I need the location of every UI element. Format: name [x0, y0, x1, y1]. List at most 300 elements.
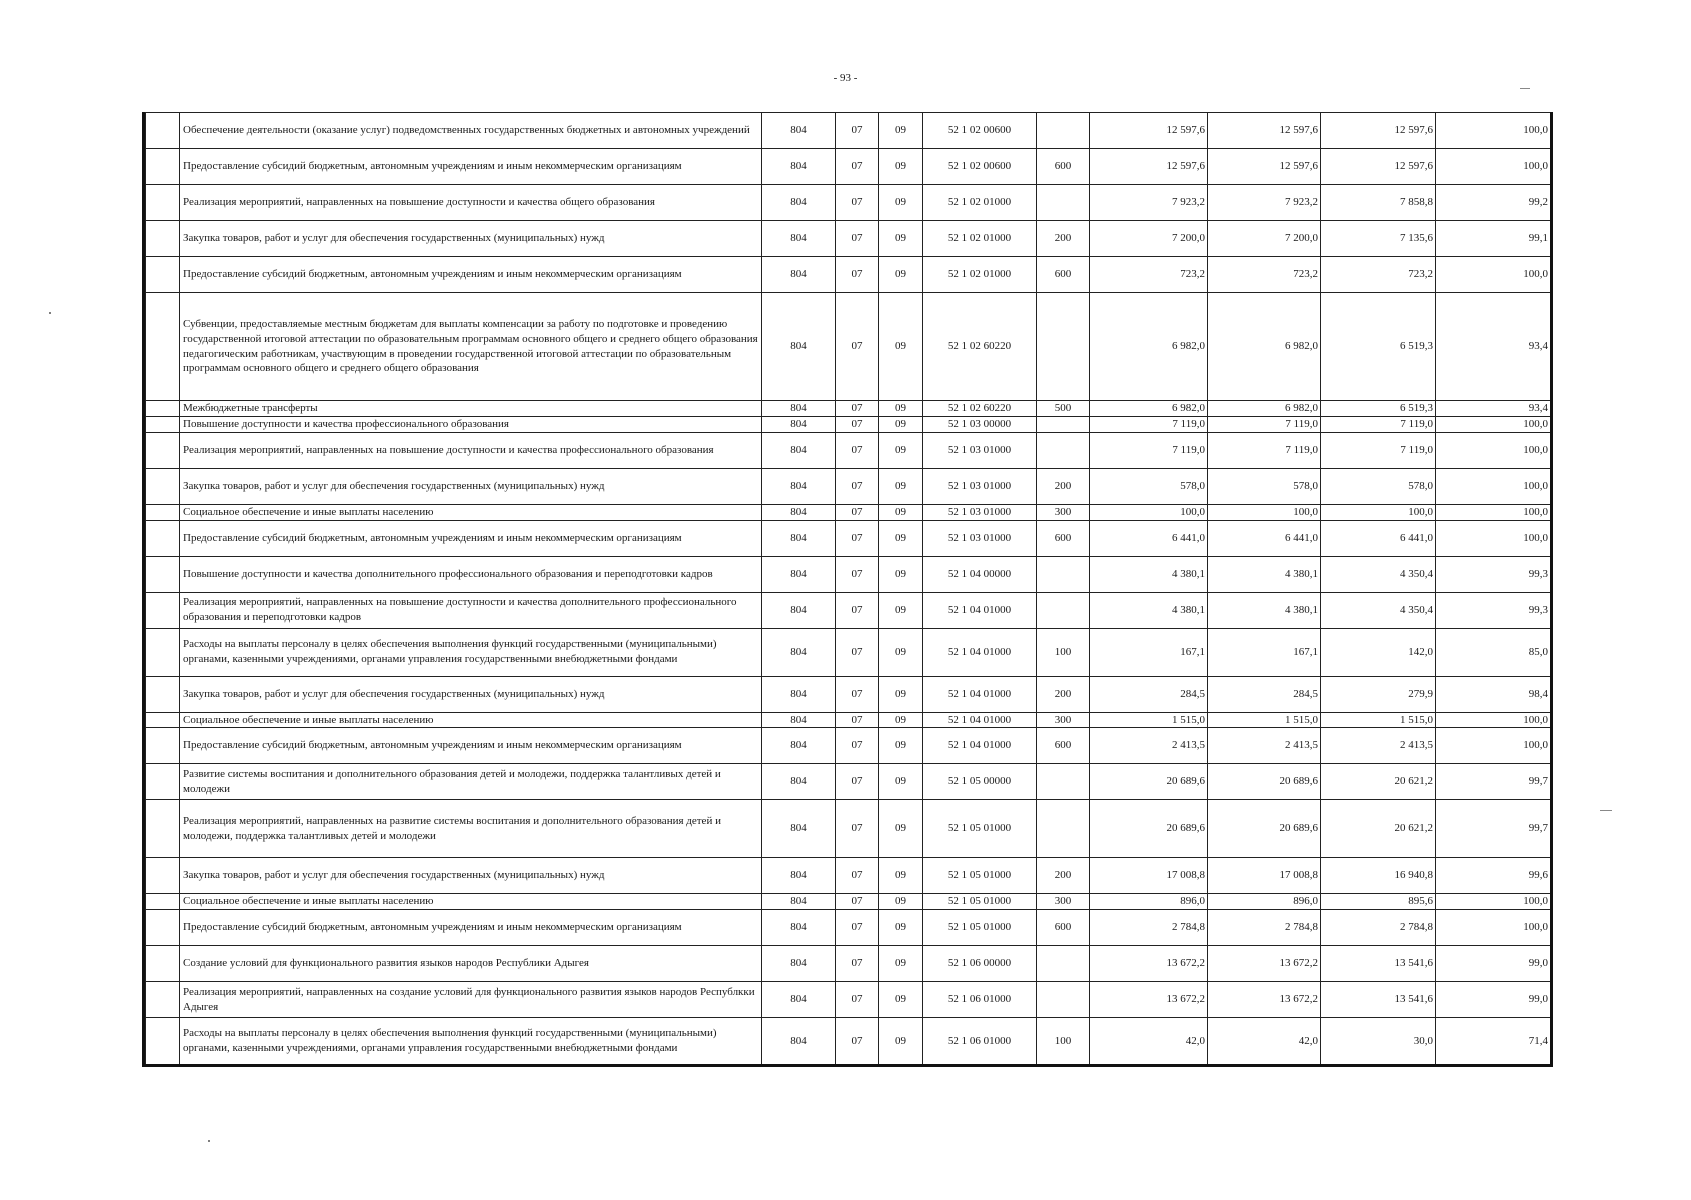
execution-percent-cell: 99,7: [1436, 764, 1552, 800]
subsection-code-cell: 09: [879, 113, 923, 149]
ministry-code-cell: 804: [762, 910, 836, 946]
plan-amount-cell: 2 413,5: [1090, 728, 1208, 764]
ministry-code-cell: 804: [762, 468, 836, 504]
refined-amount-cell: 100,0: [1208, 504, 1321, 520]
table-row: [146, 800, 1552, 858]
item-name-cell: Закупка товаров, работ и услуг для обеспечения государственных (муниципальных) нужд: [180, 676, 762, 712]
ministry-code-cell: 804: [762, 149, 836, 185]
executed-amount-cell: 6 519,3: [1321, 293, 1436, 401]
ministry-code-cell: 804: [762, 185, 836, 221]
expense-type-cell: 100: [1037, 628, 1090, 676]
section-code-cell: 07: [836, 520, 879, 556]
plan-amount-cell: 896,0: [1090, 894, 1208, 910]
executed-amount-cell: 578,0: [1321, 468, 1436, 504]
ministry-code-cell: 804: [762, 894, 836, 910]
target-article-cell: 52 1 04 01000: [923, 712, 1037, 728]
execution-percent-cell: 99,1: [1436, 221, 1552, 257]
expense-type-cell: [1037, 416, 1090, 432]
target-article-cell: 52 1 02 00600: [923, 113, 1037, 149]
subsection-code-cell: 09: [879, 728, 923, 764]
execution-percent-cell: 100,0: [1436, 504, 1552, 520]
subsection-code-cell: 09: [879, 416, 923, 432]
section-code-cell: 07: [836, 858, 879, 894]
refined-amount-cell: 284,5: [1208, 676, 1321, 712]
row-marker-cell: [146, 982, 180, 1018]
subsection-code-cell: 09: [879, 712, 923, 728]
target-article-cell: 52 1 04 01000: [923, 728, 1037, 764]
plan-amount-cell: 42,0: [1090, 1018, 1208, 1066]
table-row: [146, 432, 1552, 468]
subsection-code-cell: 09: [879, 556, 923, 592]
item-name-cell: Предоставление субсидий бюджетным, автономным учреждениям и иным некоммерческим организациям: [180, 728, 762, 764]
ministry-code-cell: 804: [762, 982, 836, 1018]
target-article-cell: 52 1 05 00000: [923, 764, 1037, 800]
refined-amount-cell: 13 672,2: [1208, 982, 1321, 1018]
execution-percent-cell: 71,4: [1436, 1018, 1552, 1066]
execution-percent-cell: 99,3: [1436, 556, 1552, 592]
execution-percent-cell: 99,6: [1436, 858, 1552, 894]
ministry-code-cell: 804: [762, 628, 836, 676]
execution-percent-cell: 99,3: [1436, 592, 1552, 628]
table-row: [146, 1018, 1552, 1066]
target-article-cell: 52 1 05 01000: [923, 910, 1037, 946]
expense-type-cell: 300: [1037, 894, 1090, 910]
executed-amount-cell: 2 413,5: [1321, 728, 1436, 764]
refined-amount-cell: 4 380,1: [1208, 556, 1321, 592]
row-marker-cell: [146, 728, 180, 764]
subsection-code-cell: 09: [879, 910, 923, 946]
target-article-cell: 52 1 05 01000: [923, 894, 1037, 910]
executed-amount-cell: 279,9: [1321, 676, 1436, 712]
subsection-code-cell: 09: [879, 800, 923, 858]
expense-type-cell: 200: [1037, 468, 1090, 504]
refined-amount-cell: 17 008,8: [1208, 858, 1321, 894]
ministry-code-cell: 804: [762, 556, 836, 592]
table-row: [146, 556, 1552, 592]
ministry-code-cell: 804: [762, 221, 836, 257]
ministry-code-cell: 804: [762, 592, 836, 628]
subsection-code-cell: 09: [879, 401, 923, 417]
plan-amount-cell: 7 119,0: [1090, 432, 1208, 468]
table-row: [146, 764, 1552, 800]
table-row: [146, 592, 1552, 628]
subsection-code-cell: 09: [879, 432, 923, 468]
table-row: [146, 293, 1552, 401]
ministry-code-cell: 804: [762, 520, 836, 556]
executed-amount-cell: 2 784,8: [1321, 910, 1436, 946]
section-code-cell: 07: [836, 293, 879, 401]
expense-type-cell: 200: [1037, 676, 1090, 712]
ministry-code-cell: 804: [762, 764, 836, 800]
expense-type-cell: 600: [1037, 728, 1090, 764]
item-name-cell: Субвенции, предоставляемые местным бюджетам для выплаты компенсации за работу по подготовке и проведению государственной итоговой аттестации по образовательным программам основного общего и среднего общего образования педагогическим работникам, участвующим в проведении государственной итоговой аттестации по образовательным программам основного общего и среднего общего образования: [180, 293, 762, 401]
table-row: [146, 504, 1552, 520]
ministry-code-cell: 804: [762, 728, 836, 764]
subsection-code-cell: 09: [879, 221, 923, 257]
expense-type-cell: [1037, 946, 1090, 982]
execution-percent-cell: 99,0: [1436, 982, 1552, 1018]
target-article-cell: 52 1 06 01000: [923, 1018, 1037, 1066]
refined-amount-cell: 42,0: [1208, 1018, 1321, 1066]
row-marker-cell: [146, 712, 180, 728]
budget-table: [145, 112, 1553, 1067]
refined-amount-cell: 20 689,6: [1208, 800, 1321, 858]
subsection-code-cell: 09: [879, 257, 923, 293]
target-article-cell: 52 1 03 01000: [923, 520, 1037, 556]
item-name-cell: Реализация мероприятий, направленных на повышение доступности и качества дополнительного профессионального образования и переподготовки кадров: [180, 592, 762, 628]
plan-amount-cell: 20 689,6: [1090, 800, 1208, 858]
expense-type-cell: 500: [1037, 401, 1090, 417]
refined-amount-cell: 1 515,0: [1208, 712, 1321, 728]
execution-percent-cell: 99,0: [1436, 946, 1552, 982]
execution-percent-cell: 100,0: [1436, 416, 1552, 432]
plan-amount-cell: 7 200,0: [1090, 221, 1208, 257]
ministry-code-cell: 804: [762, 257, 836, 293]
row-marker-cell: [146, 894, 180, 910]
row-marker-cell: [146, 858, 180, 894]
refined-amount-cell: 7 119,0: [1208, 416, 1321, 432]
scan-speck: [208, 1140, 210, 1142]
subsection-code-cell: 09: [879, 628, 923, 676]
executed-amount-cell: 100,0: [1321, 504, 1436, 520]
table-row: [146, 982, 1552, 1018]
plan-amount-cell: 12 597,6: [1090, 113, 1208, 149]
plan-amount-cell: 7 923,2: [1090, 185, 1208, 221]
item-name-cell: Социальное обеспечение и иные выплаты населению: [180, 894, 762, 910]
section-code-cell: 07: [836, 712, 879, 728]
refined-amount-cell: 723,2: [1208, 257, 1321, 293]
target-article-cell: 52 1 04 01000: [923, 676, 1037, 712]
row-marker-cell: [146, 676, 180, 712]
row-marker-cell: [146, 416, 180, 432]
executed-amount-cell: 7 858,8: [1321, 185, 1436, 221]
target-article-cell: 52 1 06 00000: [923, 946, 1037, 982]
table-row: [146, 910, 1552, 946]
plan-amount-cell: 6 982,0: [1090, 401, 1208, 417]
refined-amount-cell: 6 982,0: [1208, 401, 1321, 417]
table-row: [146, 257, 1552, 293]
plan-amount-cell: 723,2: [1090, 257, 1208, 293]
execution-percent-cell: 100,0: [1436, 894, 1552, 910]
expense-type-cell: 200: [1037, 221, 1090, 257]
table-row: [146, 401, 1552, 417]
section-code-cell: 07: [836, 894, 879, 910]
executed-amount-cell: 12 597,6: [1321, 149, 1436, 185]
table-row: [146, 676, 1552, 712]
section-code-cell: 07: [836, 468, 879, 504]
execution-percent-cell: 85,0: [1436, 628, 1552, 676]
execution-percent-cell: 100,0: [1436, 257, 1552, 293]
ministry-code-cell: 804: [762, 113, 836, 149]
refined-amount-cell: 7 200,0: [1208, 221, 1321, 257]
subsection-code-cell: 09: [879, 504, 923, 520]
expense-type-cell: [1037, 800, 1090, 858]
refined-amount-cell: 12 597,6: [1208, 149, 1321, 185]
table-row: [146, 712, 1552, 728]
ministry-code-cell: 804: [762, 432, 836, 468]
row-marker-cell: [146, 1018, 180, 1066]
refined-amount-cell: 6 441,0: [1208, 520, 1321, 556]
section-code-cell: 07: [836, 221, 879, 257]
plan-amount-cell: 6 982,0: [1090, 293, 1208, 401]
subsection-code-cell: 09: [879, 520, 923, 556]
expense-type-cell: [1037, 556, 1090, 592]
plan-amount-cell: 100,0: [1090, 504, 1208, 520]
executed-amount-cell: 7 119,0: [1321, 416, 1436, 432]
subsection-code-cell: 09: [879, 149, 923, 185]
plan-amount-cell: 2 784,8: [1090, 910, 1208, 946]
executed-amount-cell: 6 519,3: [1321, 401, 1436, 417]
refined-amount-cell: 20 689,6: [1208, 764, 1321, 800]
target-article-cell: 52 1 06 01000: [923, 982, 1037, 1018]
plan-amount-cell: 12 597,6: [1090, 149, 1208, 185]
ministry-code-cell: 804: [762, 946, 836, 982]
subsection-code-cell: 09: [879, 293, 923, 401]
ministry-code-cell: 804: [762, 504, 836, 520]
expense-type-cell: 600: [1037, 910, 1090, 946]
subsection-code-cell: 09: [879, 764, 923, 800]
section-code-cell: 07: [836, 728, 879, 764]
row-marker-cell: [146, 628, 180, 676]
section-code-cell: 07: [836, 432, 879, 468]
expense-type-cell: 300: [1037, 504, 1090, 520]
plan-amount-cell: 1 515,0: [1090, 712, 1208, 728]
item-name-cell: Расходы на выплаты персоналу в целях обеспечения выполнения функций государственными (муниципальными) органами, казенными учреждениями, органами управления государственными внебюджетными фондами: [180, 628, 762, 676]
refined-amount-cell: 4 380,1: [1208, 592, 1321, 628]
section-code-cell: 07: [836, 416, 879, 432]
target-article-cell: 52 1 05 01000: [923, 858, 1037, 894]
executed-amount-cell: 1 515,0: [1321, 712, 1436, 728]
expense-type-cell: [1037, 185, 1090, 221]
row-marker-cell: [146, 185, 180, 221]
expense-type-cell: 200: [1037, 858, 1090, 894]
item-name-cell: Реализация мероприятий, направленных на развитие системы воспитания и дополнительного образования детей и молодежи, поддержка талантливых детей и молодежи: [180, 800, 762, 858]
execution-percent-cell: 100,0: [1436, 149, 1552, 185]
target-article-cell: 52 1 04 01000: [923, 592, 1037, 628]
item-name-cell: Реализация мероприятий, направленных на повышение доступности и качества профессионального образования: [180, 432, 762, 468]
executed-amount-cell: 20 621,2: [1321, 764, 1436, 800]
target-article-cell: 52 1 04 01000: [923, 628, 1037, 676]
item-name-cell: Предоставление субсидий бюджетным, автономным учреждениям и иным некоммерческим организациям: [180, 149, 762, 185]
table-row: [146, 468, 1552, 504]
item-name-cell: Социальное обеспечение и иные выплаты населению: [180, 712, 762, 728]
refined-amount-cell: 896,0: [1208, 894, 1321, 910]
execution-percent-cell: 100,0: [1436, 432, 1552, 468]
section-code-cell: 07: [836, 982, 879, 1018]
section-code-cell: 07: [836, 946, 879, 982]
row-marker-cell: [146, 504, 180, 520]
subsection-code-cell: 09: [879, 592, 923, 628]
row-marker-cell: [146, 468, 180, 504]
executed-amount-cell: 723,2: [1321, 257, 1436, 293]
execution-percent-cell: 100,0: [1436, 910, 1552, 946]
execution-percent-cell: 93,4: [1436, 401, 1552, 417]
table-row: [146, 221, 1552, 257]
executed-amount-cell: 7 135,6: [1321, 221, 1436, 257]
section-code-cell: 07: [836, 149, 879, 185]
subsection-code-cell: 09: [879, 1018, 923, 1066]
table-row: [146, 628, 1552, 676]
table-row: [146, 113, 1552, 149]
section-code-cell: 07: [836, 556, 879, 592]
target-article-cell: 52 1 02 60220: [923, 293, 1037, 401]
executed-amount-cell: 30,0: [1321, 1018, 1436, 1066]
ministry-code-cell: 804: [762, 712, 836, 728]
target-article-cell: 52 1 03 01000: [923, 432, 1037, 468]
refined-amount-cell: 2 413,5: [1208, 728, 1321, 764]
refined-amount-cell: 7 119,0: [1208, 432, 1321, 468]
row-marker-cell: [146, 113, 180, 149]
expense-type-cell: [1037, 982, 1090, 1018]
executed-amount-cell: 142,0: [1321, 628, 1436, 676]
subsection-code-cell: 09: [879, 894, 923, 910]
item-name-cell: Предоставление субсидий бюджетным, автономным учреждениям и иным некоммерческим организациям: [180, 910, 762, 946]
item-name-cell: Создание условий для функционального развития языков народов Республики Адыгея: [180, 946, 762, 982]
execution-percent-cell: 100,0: [1436, 712, 1552, 728]
table-row: [146, 520, 1552, 556]
refined-amount-cell: 6 982,0: [1208, 293, 1321, 401]
item-name-cell: Повышение доступности и качества профессионального образования: [180, 416, 762, 432]
executed-amount-cell: 13 541,6: [1321, 946, 1436, 982]
expense-type-cell: [1037, 113, 1090, 149]
item-name-cell: Социальное обеспечение и иные выплаты населению: [180, 504, 762, 520]
plan-amount-cell: 13 672,2: [1090, 982, 1208, 1018]
row-marker-cell: [146, 401, 180, 417]
execution-percent-cell: 100,0: [1436, 468, 1552, 504]
table-body: [146, 113, 1552, 1066]
expense-type-cell: [1037, 293, 1090, 401]
refined-amount-cell: 167,1: [1208, 628, 1321, 676]
item-name-cell: Предоставление субсидий бюджетным, автономным учреждениям и иным некоммерческим организациям: [180, 257, 762, 293]
item-name-cell: Обеспечение деятельности (оказание услуг) подведомственных государственных бюджетных и автономных учреждений: [180, 113, 762, 149]
refined-amount-cell: 12 597,6: [1208, 113, 1321, 149]
target-article-cell: 52 1 03 00000: [923, 416, 1037, 432]
target-article-cell: 52 1 02 01000: [923, 185, 1037, 221]
expense-type-cell: [1037, 764, 1090, 800]
expense-type-cell: 600: [1037, 257, 1090, 293]
ministry-code-cell: 804: [762, 1018, 836, 1066]
ministry-code-cell: 804: [762, 676, 836, 712]
row-marker-cell: [146, 520, 180, 556]
row-marker-cell: [146, 221, 180, 257]
section-code-cell: 07: [836, 504, 879, 520]
execution-percent-cell: 100,0: [1436, 520, 1552, 556]
item-name-cell: Реализация мероприятий, направленных на создание условий для функционального развития языков народов Республкки Адыгея: [180, 982, 762, 1018]
plan-amount-cell: 167,1: [1090, 628, 1208, 676]
page-number: - 93 -: [833, 72, 858, 84]
target-article-cell: 52 1 03 01000: [923, 468, 1037, 504]
expense-type-cell: 600: [1037, 149, 1090, 185]
plan-amount-cell: 284,5: [1090, 676, 1208, 712]
executed-amount-cell: 895,6: [1321, 894, 1436, 910]
subsection-code-cell: 09: [879, 858, 923, 894]
refined-amount-cell: 2 784,8: [1208, 910, 1321, 946]
subsection-code-cell: 09: [879, 676, 923, 712]
ministry-code-cell: 804: [762, 800, 836, 858]
table-row: [146, 894, 1552, 910]
plan-amount-cell: 4 380,1: [1090, 592, 1208, 628]
item-name-cell: Расходы на выплаты персоналу в целях обеспечения выполнения функций государственными (муниципальными) органами, казенными учреждениями, органами управления государственными внебюджетными фондами: [180, 1018, 762, 1066]
item-name-cell: Повышение доступности и качества дополнительного профессионального образования и переподготовки кадров: [180, 556, 762, 592]
target-article-cell: 52 1 02 60220: [923, 401, 1037, 417]
scan-mark: [1520, 88, 1530, 89]
ministry-code-cell: 804: [762, 401, 836, 417]
item-name-cell: Предоставление субсидий бюджетным, автономным учреждениям и иным некоммерческим организациям: [180, 520, 762, 556]
ministry-code-cell: 804: [762, 416, 836, 432]
subsection-code-cell: 09: [879, 468, 923, 504]
row-marker-cell: [146, 432, 180, 468]
execution-percent-cell: 100,0: [1436, 728, 1552, 764]
section-code-cell: 07: [836, 676, 879, 712]
item-name-cell: Закупка товаров, работ и услуг для обеспечения государственных (муниципальных) нужд: [180, 468, 762, 504]
subsection-code-cell: 09: [879, 185, 923, 221]
target-article-cell: 52 1 03 01000: [923, 504, 1037, 520]
executed-amount-cell: 4 350,4: [1321, 592, 1436, 628]
section-code-cell: 07: [836, 592, 879, 628]
execution-percent-cell: 99,2: [1436, 185, 1552, 221]
plan-amount-cell: 20 689,6: [1090, 764, 1208, 800]
executed-amount-cell: 20 621,2: [1321, 800, 1436, 858]
section-code-cell: 07: [836, 764, 879, 800]
budget-table-container: [142, 112, 1553, 1067]
table-row: [146, 946, 1552, 982]
section-code-cell: 07: [836, 401, 879, 417]
subsection-code-cell: 09: [879, 982, 923, 1018]
plan-amount-cell: 7 119,0: [1090, 416, 1208, 432]
row-marker-cell: [146, 764, 180, 800]
row-marker-cell: [146, 556, 180, 592]
expense-type-cell: 600: [1037, 520, 1090, 556]
execution-percent-cell: 93,4: [1436, 293, 1552, 401]
execution-percent-cell: 99,7: [1436, 800, 1552, 858]
table-row: [146, 149, 1552, 185]
plan-amount-cell: 578,0: [1090, 468, 1208, 504]
plan-amount-cell: 6 441,0: [1090, 520, 1208, 556]
plan-amount-cell: 13 672,2: [1090, 946, 1208, 982]
execution-percent-cell: 100,0: [1436, 113, 1552, 149]
refined-amount-cell: 7 923,2: [1208, 185, 1321, 221]
section-code-cell: 07: [836, 628, 879, 676]
executed-amount-cell: 6 441,0: [1321, 520, 1436, 556]
expense-type-cell: 300: [1037, 712, 1090, 728]
item-name-cell: Межбюджетные трансферты: [180, 401, 762, 417]
executed-amount-cell: 7 119,0: [1321, 432, 1436, 468]
row-marker-cell: [146, 149, 180, 185]
section-code-cell: 07: [836, 185, 879, 221]
expense-type-cell: [1037, 432, 1090, 468]
target-article-cell: 52 1 02 00600: [923, 149, 1037, 185]
ministry-code-cell: 804: [762, 293, 836, 401]
item-name-cell: Развитие системы воспитания и дополнительного образования детей и молодежи, поддержка талантливых детей и молодежи: [180, 764, 762, 800]
section-code-cell: 07: [836, 113, 879, 149]
execution-percent-cell: 98,4: [1436, 676, 1552, 712]
plan-amount-cell: 17 008,8: [1090, 858, 1208, 894]
row-marker-cell: [146, 293, 180, 401]
executed-amount-cell: 16 940,8: [1321, 858, 1436, 894]
section-code-cell: 07: [836, 800, 879, 858]
plan-amount-cell: 4 380,1: [1090, 556, 1208, 592]
target-article-cell: 52 1 04 00000: [923, 556, 1037, 592]
row-marker-cell: [146, 910, 180, 946]
item-name-cell: Закупка товаров, работ и услуг для обеспечения государственных (муниципальных) нужд: [180, 858, 762, 894]
table-row: [146, 416, 1552, 432]
target-article-cell: 52 1 05 01000: [923, 800, 1037, 858]
item-name-cell: Реализация мероприятий, направленных на повышение доступности и качества общего образования: [180, 185, 762, 221]
row-marker-cell: [146, 800, 180, 858]
target-article-cell: 52 1 02 01000: [923, 257, 1037, 293]
section-code-cell: 07: [836, 1018, 879, 1066]
scan-mark: [1600, 810, 1612, 811]
